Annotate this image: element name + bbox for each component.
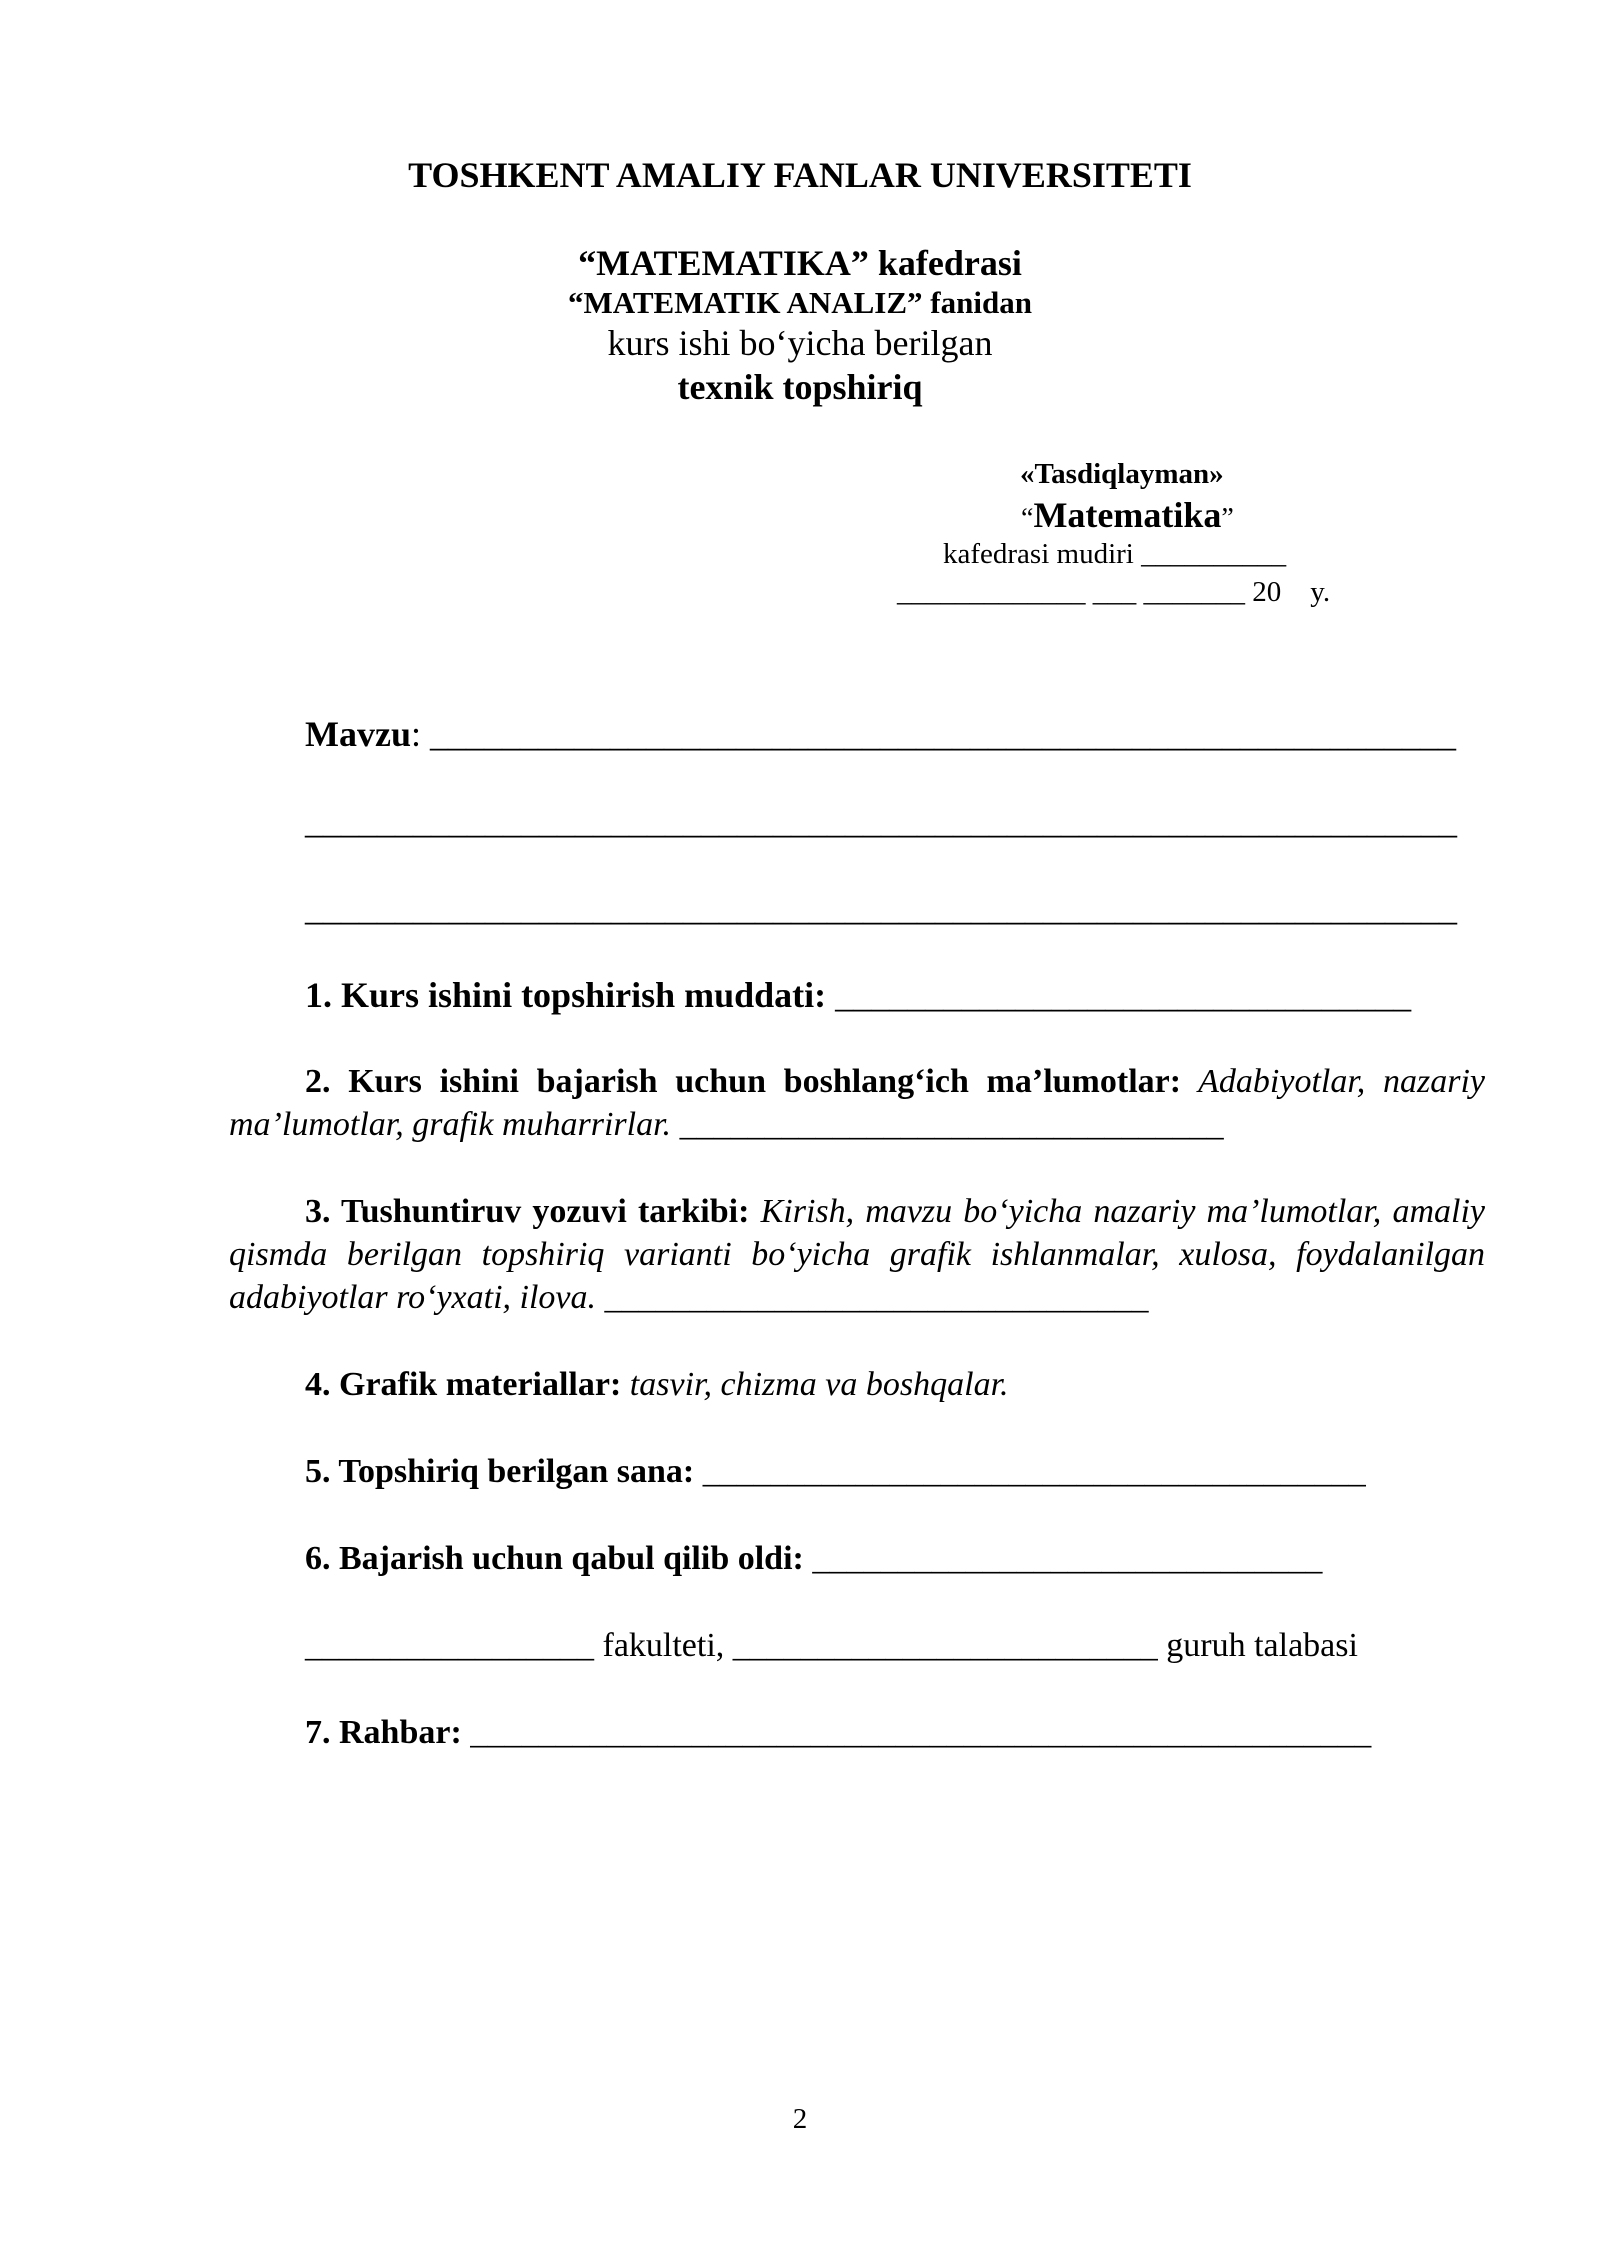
item-supervisor-blank: _____________________________________________________ bbox=[461, 1714, 1372, 1751]
item-accepted-by bbox=[305, 1539, 1322, 1579]
item-issue-date-label: 5. Topshiriq berilgan sana: bbox=[305, 1453, 695, 1490]
item-supervisor bbox=[305, 1713, 1371, 1753]
document-title: texnik topshiriq bbox=[677, 367, 923, 407]
item-explanatory-note-label: 3. Tushuntiruv yozuvi tarkibi: bbox=[305, 1193, 750, 1230]
item-supervisor-label: 7. Rahbar: bbox=[305, 1714, 462, 1751]
item-deadline-blank: ________________________________ bbox=[826, 975, 1412, 1015]
item-initial-data-blank: ________________________________ bbox=[671, 1106, 1224, 1143]
faculty-group-line: _________________ fakulteti, _________________________ guruh talabasi bbox=[305, 1627, 1358, 1664]
department-name: “MATEMATIKA” kafedrasi bbox=[578, 243, 1022, 283]
item-explanatory-note bbox=[229, 1190, 1485, 1319]
item-issue-date-blank: _______________________________________ bbox=[694, 1453, 1366, 1490]
item-initial-data-label: 2. Kurs ishini bajarish uchun boshlang‘ich ma’lumotlar: bbox=[305, 1063, 1182, 1100]
topic-row bbox=[305, 713, 1456, 755]
approval-department-name: Matematika bbox=[1033, 495, 1222, 535]
approval-date-line: _____________ ___ _______ 20 y. bbox=[897, 576, 1331, 608]
item-accepted-by-label: 6. Bajarish uchun qabul qilib oldi: bbox=[305, 1540, 804, 1577]
item-graphic-materials bbox=[305, 1365, 1009, 1405]
department-head-line: kafedrasi mudiri __________ bbox=[943, 538, 1287, 570]
item-deadline-label: 1. Kurs ishini topshirish muddati: bbox=[305, 975, 827, 1015]
item-explanatory-note-text: Kirish, mavzu bo‘yicha nazariy ma’lumotlar, amaliy qismda berilgan topshiriq varianti bo‘yicha grafik ishlanmalar, xulosa, foydalanilgan adabiyotlar ro‘yxati, ilova. bbox=[229, 1193, 1485, 1316]
topic-blank-line-3: ________________________________________________________________ bbox=[305, 888, 1457, 928]
topic-blank-line-2: ________________________________________________________________ bbox=[305, 801, 1457, 841]
item-issue-date bbox=[305, 1452, 1366, 1492]
approval-department bbox=[1021, 493, 1234, 541]
quote-close: ” bbox=[1221, 503, 1234, 534]
page-number: 2 bbox=[792, 2103, 808, 2135]
university-name: TOSHKENT AMALIY FANLAR UNIVERSITETI bbox=[408, 155, 1192, 195]
item-initial-data bbox=[229, 1060, 1485, 1146]
topic-blank: : _________________________________________________________ bbox=[410, 714, 1456, 754]
course-line: kurs ishi bo‘yicha berilgan bbox=[607, 323, 993, 363]
item-graphic-materials-label: 4. Grafik materiallar: bbox=[305, 1366, 622, 1403]
quote-open: “ bbox=[1021, 503, 1034, 534]
subject-name: “MATEMATIK ANALIZ” fanidan bbox=[568, 285, 1032, 320]
item-graphic-materials-text: tasvir, chizma va boshqalar. bbox=[621, 1366, 1009, 1403]
topic-label: Mavzu bbox=[305, 714, 411, 754]
item-deadline bbox=[305, 974, 1411, 1016]
item-accepted-by-blank: ______________________________ bbox=[803, 1540, 1323, 1577]
item-explanatory-note-blank: ________________________________ bbox=[596, 1279, 1149, 1316]
approval-label: «Tasdiqlayman» bbox=[1020, 458, 1224, 490]
item-initial-data-text: Adabiyotlar, nazariy ma’lumotlar, grafik muharrirlar. bbox=[229, 1063, 1485, 1143]
